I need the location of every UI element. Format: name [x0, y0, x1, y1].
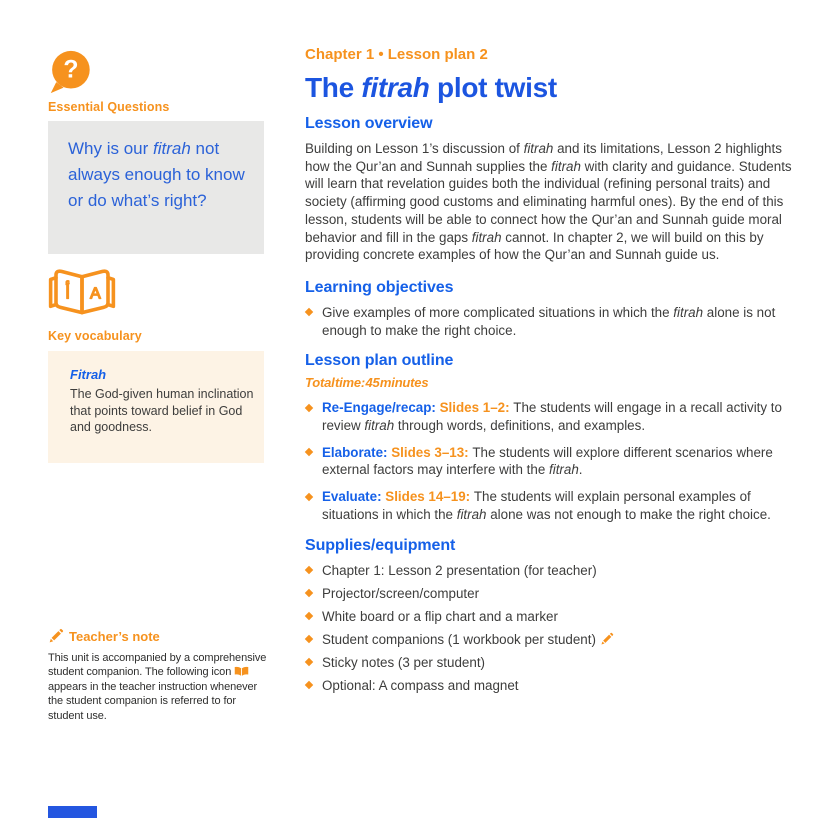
- supplies-list: [305, 562, 793, 695]
- essential-question-box: [48, 121, 264, 254]
- list-item-text: Chapter 1: Lesson 2 presentation (for teacher): [322, 562, 597, 578]
- main-content: [305, 0, 793, 707]
- section-heading-lesson-plan-outline: Lesson plan outline: [305, 352, 454, 370]
- teachers-note-label: Teacher’s note: [69, 628, 160, 644]
- open-book-icon: [46, 266, 118, 318]
- list-item: [305, 631, 793, 649]
- diamond-bullet-icon: [305, 308, 313, 316]
- total-time-label: Total time: 45 minutes: [305, 375, 429, 391]
- sidebar: [0, 0, 290, 828]
- vocabulary-box: [48, 351, 264, 463]
- diamond-bullet-icon: [305, 658, 313, 666]
- learning-objectives-list: [305, 304, 793, 339]
- list-item: [305, 562, 793, 580]
- essential-questions-label: Essential Questions: [48, 100, 170, 114]
- list-item-text: Optional: A compass and magnet: [322, 677, 519, 693]
- section-heading-lesson-overview: Lesson overview: [305, 115, 433, 132]
- list-item: [305, 585, 793, 603]
- list-item: [305, 608, 793, 626]
- diamond-bullet-icon: [305, 589, 313, 597]
- diamond-bullet-icon: [305, 612, 313, 620]
- svg-text:?: ?: [63, 56, 79, 84]
- list-item: [305, 654, 793, 672]
- list-item-text: Elaborate: Slides 3–13: The students will explore different scenarios where external factors may interfere with the fitrah.: [322, 444, 773, 478]
- breadcrumb: Chapter 1 • Lesson plan 2: [305, 46, 488, 63]
- list-item-text: White board or a flip chart and a marker: [322, 608, 558, 624]
- pencil-icon: [48, 628, 64, 644]
- diamond-bullet-icon: [305, 492, 313, 500]
- list-item-text: Evaluate: Slides 14–19: The students will explain personal examples of situations in which the fitrah alone was not enough to make the right choice.: [322, 489, 771, 522]
- list-item-text: Student companions (1 workbook per student): [322, 632, 614, 647]
- teachers-note-header: [48, 628, 160, 644]
- list-item: [305, 444, 793, 479]
- vocab-term: Fitrah: [70, 367, 107, 382]
- diamond-bullet-icon: [305, 404, 313, 412]
- section-heading-supplies: Supplies/equipment: [305, 536, 456, 554]
- list-item-text: Sticky notes (3 per student): [322, 654, 485, 670]
- lesson-overview-paragraph: Building on Lesson 1’s discussion of fitrah and its limitations, Lesson 2 highlights how the Qur’an and Sunnah supplies the fitrah with clarity and guidance. Students will learn that revelation guides both the individual (refining personal traits) and society (affirming good customs and eliminating harmful ones). By the end of this lesson, students will be able to connect how the Qur’an and Sunnah guide moral behavior and fill in the gaps fitrah cannot. In chapter 2, we will build on this by providing concrete examples of how the Qur’an and Sunnah guide us.: [305, 141, 792, 263]
- svg-text:أ: أ: [65, 282, 71, 304]
- list-item: [305, 488, 793, 523]
- vocab-definition: The God-given human inclination that points toward belief in God and goodness.: [70, 387, 254, 434]
- list-item-text: Re-Engage/recap: Slides 1–2: The students will engage in a recall activity to review fitrah through words, definitions, and examples.: [322, 400, 782, 434]
- pencil-icon: [600, 632, 614, 646]
- diamond-bullet-icon: [305, 681, 313, 689]
- key-vocabulary-label: Key vocabulary: [48, 329, 142, 343]
- teachers-note-body: This unit is accompanied by a comprehensive student companion. The following icon appears in the teacher instruction whenever the student companion is referred to for student use.: [48, 652, 267, 722]
- diamond-bullet-icon: [305, 566, 313, 574]
- list-item: [305, 677, 793, 695]
- essential-question-text: Why is our fitrah not always enough to know or do what’s right?: [68, 139, 245, 210]
- footer-accent-bar: [48, 806, 97, 818]
- list-item: [305, 399, 793, 434]
- question-bubble-icon: [48, 50, 92, 94]
- page-title: The fitrah plot twist: [305, 72, 557, 103]
- student-companion-book-icon: [234, 666, 249, 677]
- diamond-bullet-icon: [305, 448, 313, 456]
- section-heading-learning-objectives: Learning objectives: [305, 278, 454, 296]
- lesson-plan-outline-list: [305, 399, 793, 523]
- svg-text:A: A: [90, 284, 101, 303]
- list-item-text: Give examples of more complicated situations in which the fitrah alone is not enough to make the right choice.: [322, 304, 776, 338]
- diamond-bullet-icon: [305, 635, 313, 643]
- list-item: [305, 304, 793, 339]
- list-item-text: Projector/screen/computer: [322, 585, 480, 601]
